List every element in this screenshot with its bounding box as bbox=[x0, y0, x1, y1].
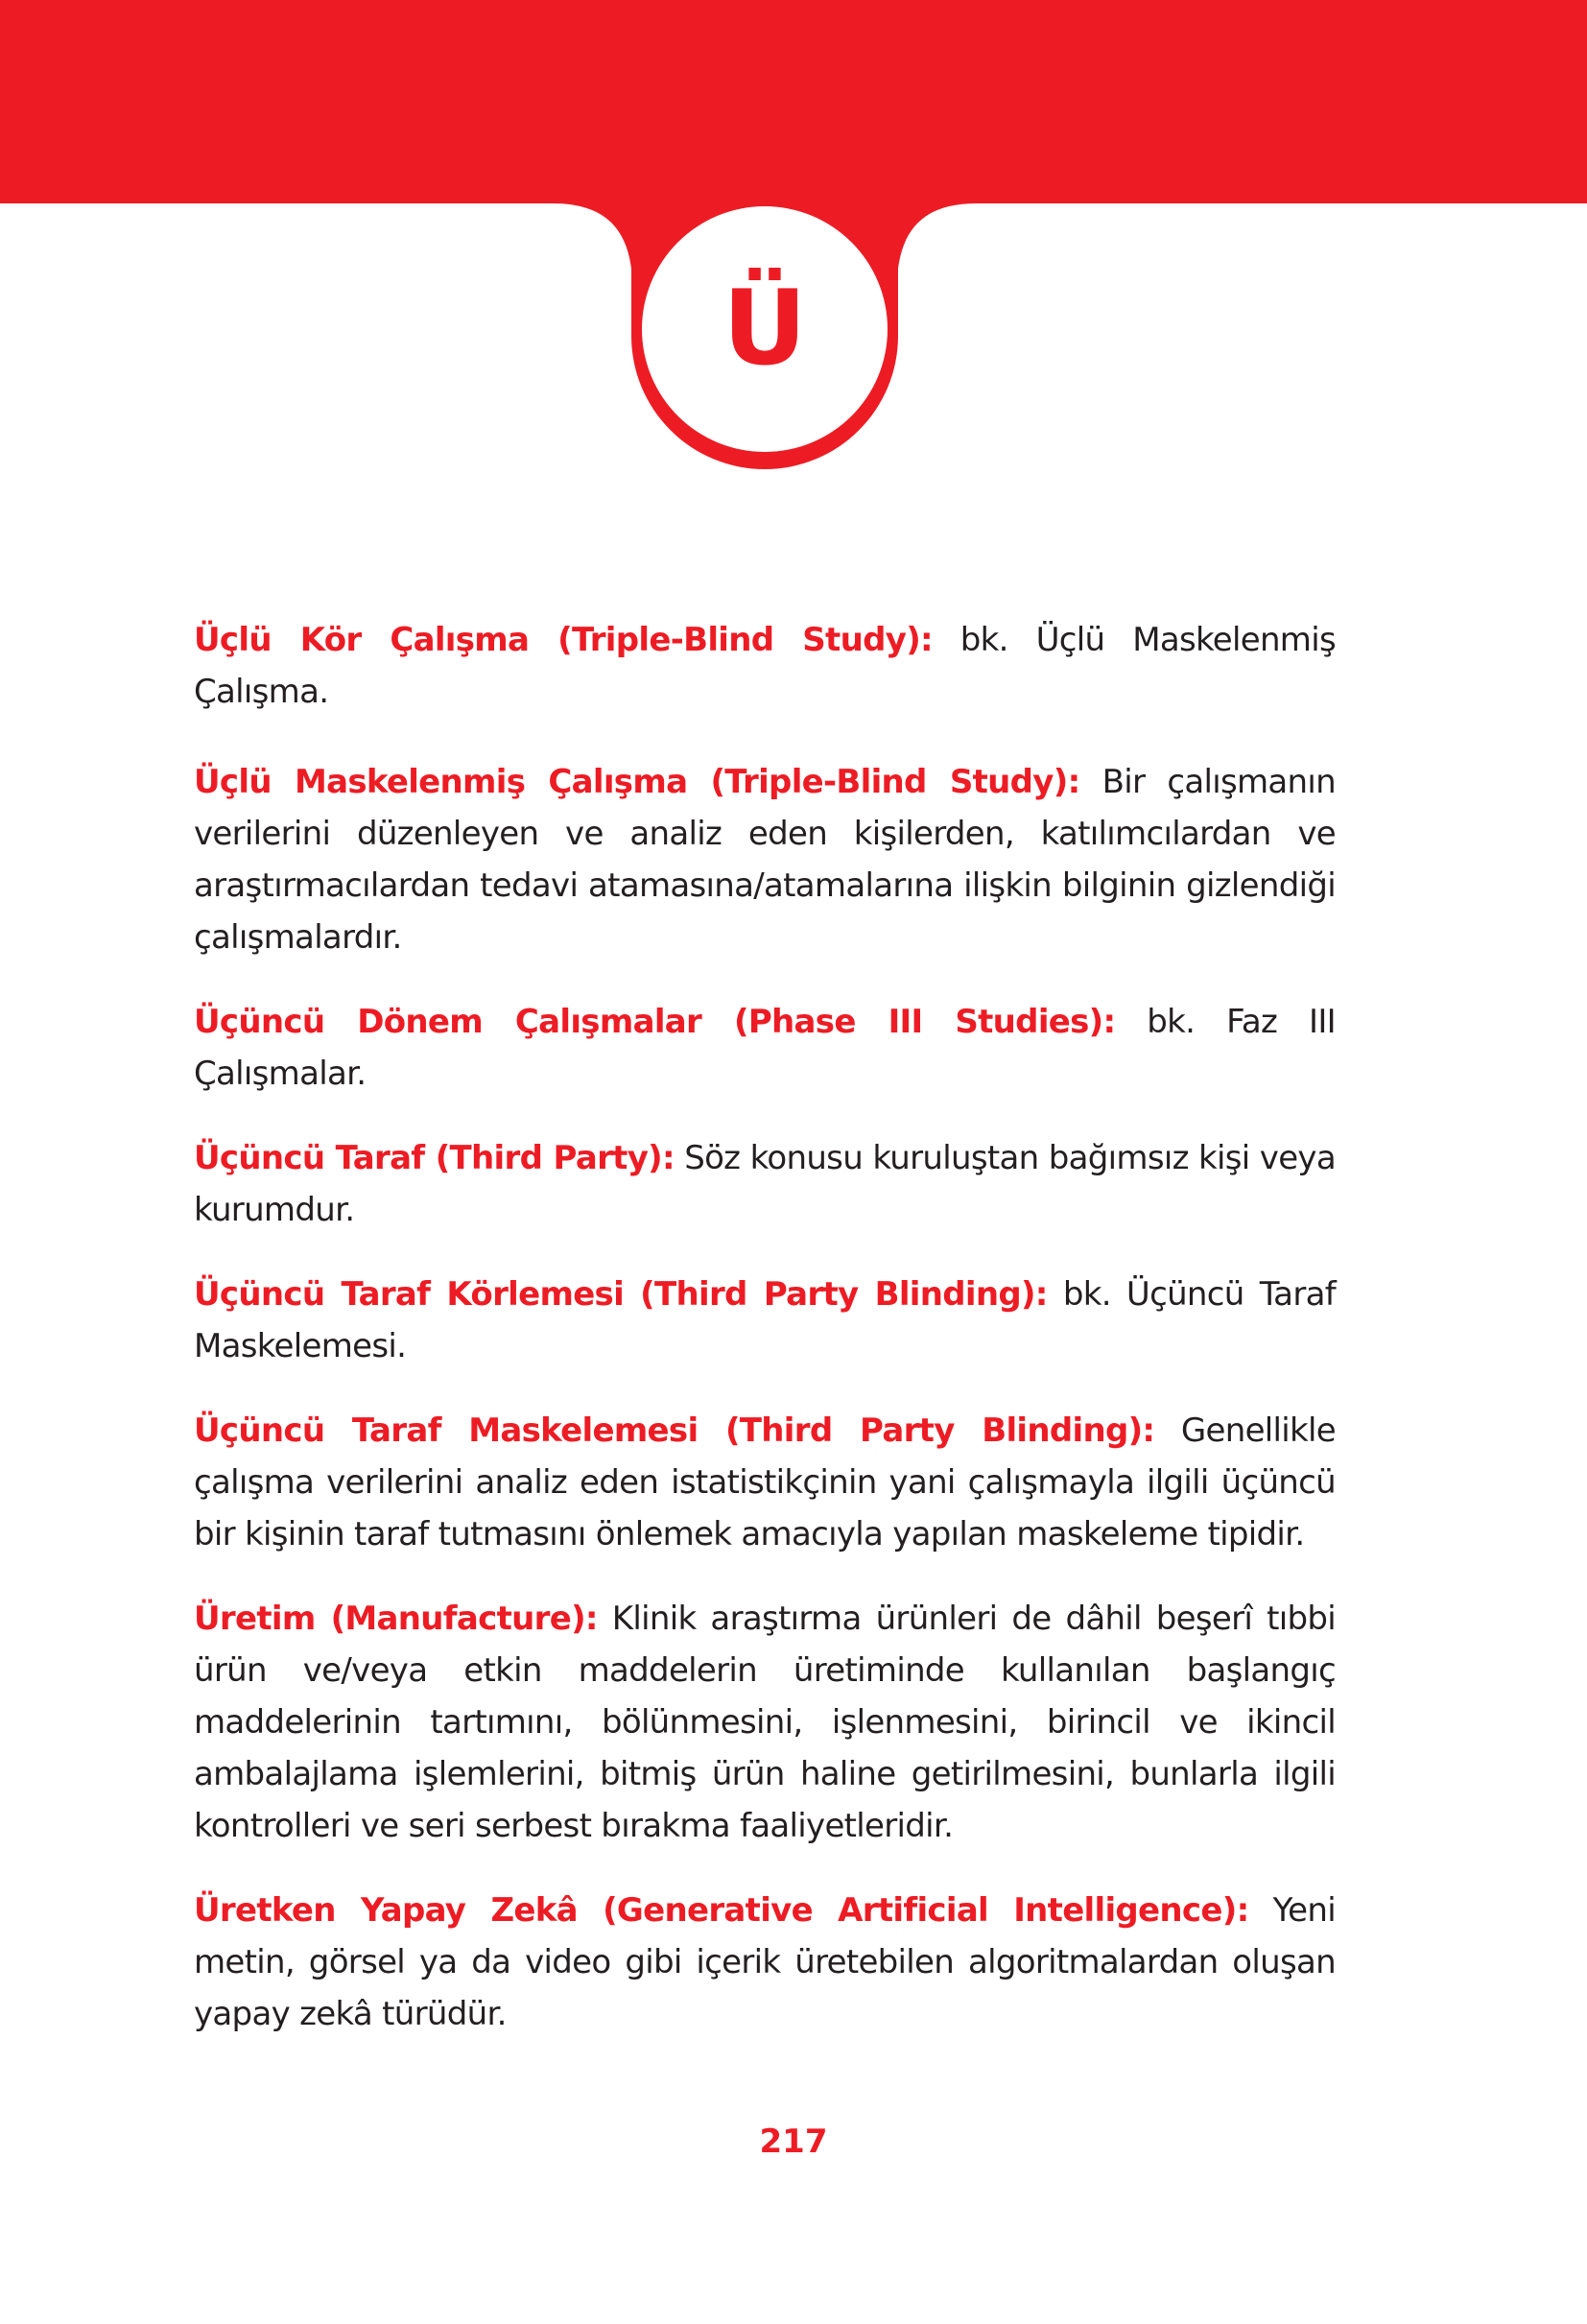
entry-term: Üçlü Kör Çalışma (Triple-Blind Study): bbox=[194, 621, 933, 659]
glossary-entry bbox=[194, 756, 1336, 963]
glossary-entry bbox=[194, 1269, 1336, 1372]
glossary-entry bbox=[194, 1885, 1336, 2040]
entry-term: Üçlü Maskelenmiş Çalışma (Triple-Blind Study): bbox=[194, 763, 1080, 801]
chapter-header bbox=[0, 0, 1587, 480]
entry-term: Üçüncü Taraf Körlemesi (Third Party Blinding): bbox=[194, 1275, 1048, 1314]
entry-definition: bk. Üçüncü Taraf Maskelemesi. bbox=[194, 1275, 1337, 1365]
entry-definition: Genellikle çalışma verilerini analiz eden istatistikçinin yani çalışmayla ilgili üçüncü bir kişinin taraf tutmasını önlemek amacıyla yapılan maskeleme tipidir. bbox=[194, 1411, 1336, 1553]
glossary-content bbox=[194, 614, 1336, 2073]
entry-definition: Klinik araştırma ürünleri de dâhil beşerî tıbbi ürün ve/veya etkin maddelerin üretiminde kullanılan başlangıç maddelerinin tartımını, bölünmesini, işlenmesini, birincil ve ikincil ambalajlama işlemlerini, bitmiş ürün haline getirilmesini, bunlarla ilgili kontrolleri ve seri serbest bırakma faaliyetleridir. bbox=[194, 1600, 1336, 1845]
glossary-entry bbox=[194, 614, 1336, 718]
entry-definition: bk. Faz III Çalışmalar. bbox=[194, 1003, 1336, 1093]
entry-term: Üretken Yapay Zekâ (Generative Artificial Intelligence): bbox=[194, 1891, 1249, 1930]
glossary-entry bbox=[194, 1593, 1336, 1852]
chapter-letter: Ü bbox=[722, 269, 807, 389]
entry-definition: bk. Üçlü Maskelenmiş Çalışma. bbox=[194, 621, 1336, 711]
entry-term: Üçüncü Taraf Maskelemesi (Third Party Blinding): bbox=[194, 1411, 1155, 1450]
entry-definition: Söz konusu kuruluştan bağımsız kişi veya kurumdur. bbox=[194, 1139, 1336, 1229]
glossary-entry bbox=[194, 996, 1336, 1100]
header-banner-shape bbox=[0, 0, 1587, 480]
entry-term: Üretim (Manufacture): bbox=[194, 1600, 598, 1638]
glossary-entry bbox=[194, 1405, 1336, 1560]
page-number: 217 bbox=[759, 2122, 828, 2161]
glossary-entry bbox=[194, 1132, 1336, 1236]
entry-definition: Bir çalışmanın verilerini düzenleyen ve analiz eden kişilerden, katılımcılardan ve araştırmacılardan tedavi atamasına/atamalarına ilişkin bilginin gizlendiği çalışmalardır. bbox=[194, 763, 1337, 957]
entry-definition: Yeni metin, görsel ya da video gibi içerik üretebilen algoritmalardan oluşan yapay zekâ türüdür. bbox=[194, 1891, 1336, 2033]
entry-term: Üçüncü Taraf (Third Party): bbox=[194, 1139, 675, 1177]
entry-term: Üçüncü Dönem Çalışmalar (Phase III Studies): bbox=[194, 1003, 1116, 1041]
